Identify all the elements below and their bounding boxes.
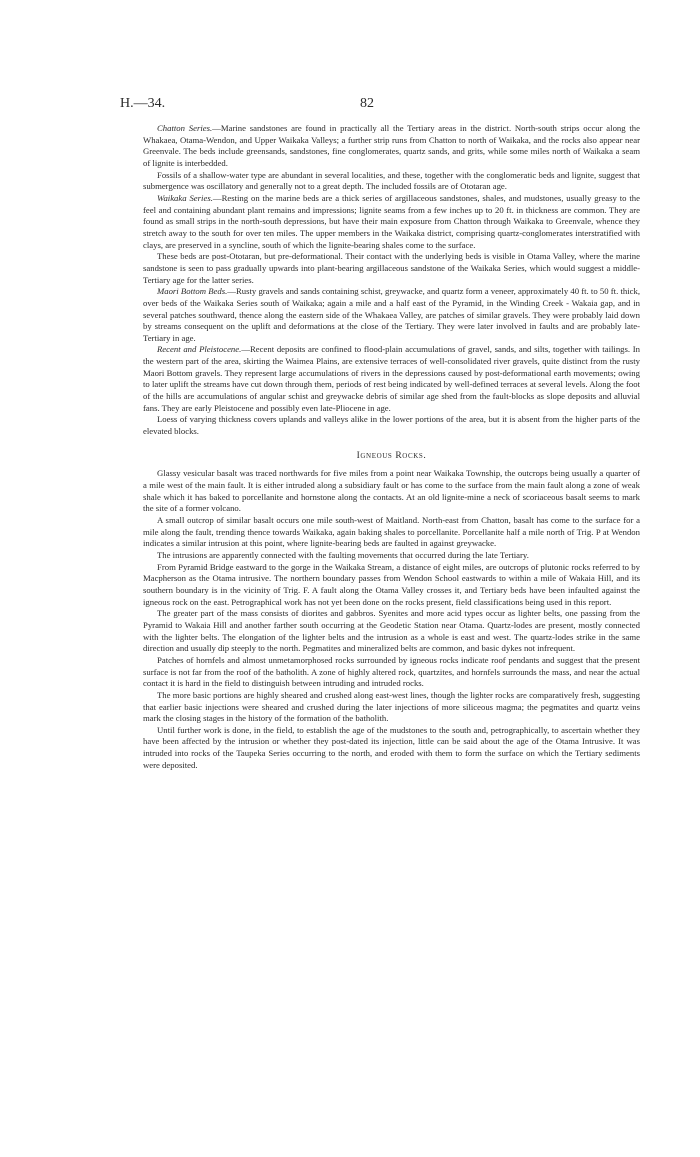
recent-pleistocene-text: —Recent deposits are confined to flood-plain accumulations of gravel, sands, and silts, together with tailings. In the western part of the area, skirting the Waimea Plains, are extensive terraces of well-consolidated river gravels, quite distinct from the rusty Maori Bottom gravels. They represent large accumulations of rivers in the depressions caused by post-deformational earth movements; owing to later uplift the streams have cut down through them, periods of rest being indicated by well-defined terraces at several levels. Along the foot of the hills are accumulations of angular schist and greywacke debris of similar age shed from the fault-blocks as slope deposits and alluvial fans. They are early Pleistocene and possibly even late-Pliocene in age. [143, 344, 641, 413]
paragraph-chatton-series [143, 123, 640, 170]
paragraph-waikaka-series [143, 193, 640, 251]
paragraph-hornfels: Patches of hornfels and almost unmetamorphosed rocks surrounded by igneous rocks indicate roof pendants and suggest that the present surface is not far from the roof of the batholith. A zone of highly altered rock, quartzites, and hornfels surrounds the mass, and near the actual contact it is hard in the field to distinguish between intruding and intruded rocks. [143, 654, 640, 689]
chatton-series-heading: Chatton Series. [157, 123, 213, 133]
paragraph-intrusions: The intrusions are apparently connected with the faulting movements that occurred during the late Tertiary. [157, 549, 529, 560]
recent-pleistocene-heading: Recent and Pleistocene. [157, 344, 242, 355]
paragraph-further-work: Until further work is done, in the field, to establish the age of the mudstones to the south and, petrographically, to ascertain whether they have been affected by the intrusion or whether they post-dated its injection, little can be said about the age of the Otama Intrusive. It was intruded into rocks of the Taupeka Series occurring to the north, and eroded with them to form the surface on which the Tertiary sediments were deposited. [143, 724, 640, 770]
waikaka-series-text: —Resting on the marine beds are a thick series of argillaceous sandstones, shales, and mudstones, usually greasy to the feel and containing abundant plant remains and impressions; lignite seams from a few inches up to 20 ft. in thickness are common. They are found as small strips in the north-south depressions, but have their main exposure from Chatton through Waikaka to Greenvale, whence they stretch away to the south for over ten miles. The upper members in the Waikaka district, comprising quartz-conglomerates interstratified with clays, are preserved in a syncline, south of which the lignite-bearing shales come to the surface. [143, 192, 640, 250]
igneous-rocks-heading: Igneous Rocks. [356, 450, 427, 461]
page-number: 82 [360, 96, 374, 111]
page-header [120, 96, 640, 116]
waikaka-series-heading: Waikaka Series. [157, 192, 213, 203]
paragraph-basic-portions: The more basic portions are highly sheared and crushed along east-west lines, though the lighter rocks are comparatively fresh, suggesting that earlier basic injections were sheared and crushed during the later injections of more siliceous magma; the pegmatites and quartz veins mark the closing stages in the history of the formation of the batholith. [143, 689, 640, 724]
paragraph-diorites-gabbros: The greater part of the mass consists of diorites and gabbros. Syenites and more acid types occur as lighter belts, one passing from the Pyramid to Wakaia Hill and another farther south occurring at the Geodetic Station near Otama. Quartz-lodes are present, mostly connected with the lighter belts. The elongation of the lighter belts and the intrusion as a whole is east and west. The quartz-lodes strike in the same direction and usually dip steeply to the north. Pegmatites and mineralized belts are common, and basic dykes not infrequent. [143, 608, 640, 654]
document-reference: H.—34. [120, 96, 166, 111]
paragraph-basalt: Glassy vesicular basalt was traced northwards for five miles from a point near Waikaka Township, the outcrops being usually a quarter of a mile west of the main fault. It is either intruded along a subsidiary fault or has come to the surface from the main fault along a zone of weak shale which it has baked to porcellanite and hornstone along the contacts. At an old lignite-mine a neck of scoriaceous basalt seems to mark the site of a former volcano. [143, 468, 640, 514]
paragraph-loess: Loess of varying thickness covers uplands and valleys alike in the lower portions of the area, but it is absent from the higher parts of the elevated blocks. [143, 414, 640, 437]
page-body [143, 123, 640, 771]
paragraph-maitland-outcrop: A small outcrop of similar basalt occurs one mile south-west of Maitland. North-east from Chatton, basalt has come to the surface for a mile along the fault, trending thence towards Waikaka, again baking shales to porcellanite. Porcellanite half a mile north of Trig. P at Wendon indicates a similar intrusion at this point, where lignite-bearing beds are faulted in against greywacke. [143, 515, 640, 549]
paragraph-post-ototaran: These beds are post-Ototaran, but pre-deformational. Their contact with the underlying beds is visible in Otama Valley, where the marine sandstone is seen to pass gradually upwards into plant-bearing argillaceous sandstone of the Waikaka Series, which would suggest a middle-Tertiary age for the latter series. [143, 251, 640, 285]
paragraph-maori-bottom-beds [143, 286, 640, 344]
maori-bottom-beds-text: —Rusty gravels and sands containing schist, greywacke, and quartz form a veneer, approximately 40 ft. to 50 ft. thick, over beds of the Waikaka Series south of Waikaka; again a mile and a half east of the Pyramid, in the Winding Creek - Wakaia gap, and in several patches southward, thence along the eastern side of the Whakaea Valley, are patches of similar gravels. They were probably laid down by streams consequent on the uplift and deformations at the close of the Tertiary. They were later involved in faults and are probably late-Tertiary in age. [143, 286, 640, 343]
maori-bottom-beds-heading: Maori Bottom Beds. [157, 286, 228, 297]
paragraph-recent-pleistocene [143, 344, 640, 414]
chatton-series-text: —Marine sandstones are found in practically all the Tertiary areas in the district. North-south strips occur along the Whakaea, Otama-Wendon, and Upper Waikaka Valleys; a further strip runs from Chatton to north of Waikaka, and the rocks also appear near Greenvale. The beds include greensands, sandstones, fine conglomerates, quartz sands, and grits, while some miles north of Waikaka a seam of lignite is interbedded. [143, 123, 640, 168]
paragraph-pyramid-bridge: From Pyramid Bridge eastward to the gorge in the Waikaka Stream, a distance of eight miles, are outcrops of plutonic rocks referred to by Macpherson as the Otama intrusive. The northern boundary passes from Wendon School eastwards to within a mile of Wakaia Hill, and its southern boundary is in the vicinity of Trig. F. A fault along the Otama Valley crosses it, and Tertiary beds have been infaulted against the igneous rock on the east. Petrographical work has not yet been done on the rocks present, field classifications being used in this report. [143, 561, 640, 607]
paragraph-fossils: Fossils of a shallow-water type are abundant in several localities, and these, together with the conglomeratic beds and lignite, suggest that submergence was oscillatory and generally not to a great depth. The included fossils are of Ototaran age. [143, 169, 640, 192]
